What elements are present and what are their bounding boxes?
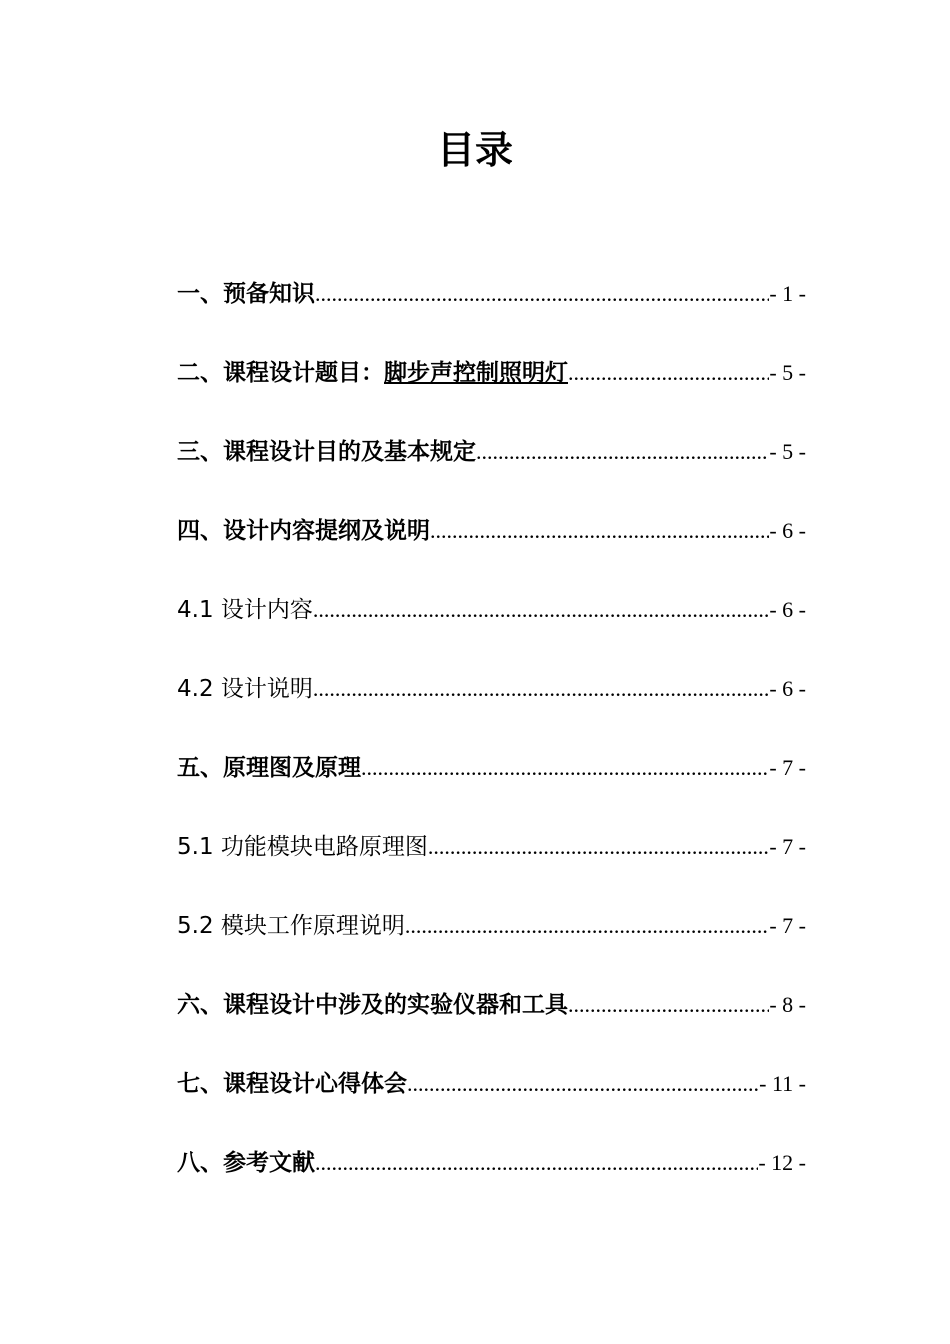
toc-page-number: - 7 - — [769, 834, 806, 859]
toc-page-number: - 8 - — [769, 992, 806, 1017]
toc-page-number: - 5 - — [769, 439, 806, 464]
toc-dot-leader — [313, 582, 769, 638]
toc-entry-label-topic: 脚步声控制照明灯 — [384, 360, 568, 386]
page-title: 目录 — [436, 128, 513, 172]
toc-entry-label — [177, 345, 568, 401]
toc-entry[interactable] — [177, 582, 806, 661]
toc-dot-leader — [405, 898, 769, 954]
toc-entry-label: 一、预备知识 — [177, 281, 315, 307]
toc-dot-leader — [361, 740, 769, 796]
toc-entry[interactable] — [177, 1135, 806, 1214]
toc-entry-label: 八、参考文献 — [177, 1150, 315, 1176]
toc-dot-leader — [430, 503, 769, 559]
toc-entry-label: 5.1 功能模块电路原理图 — [177, 834, 428, 860]
toc-entry[interactable] — [177, 898, 806, 977]
toc-dot-leader — [568, 977, 769, 1033]
toc-entry[interactable] — [177, 503, 806, 582]
toc-entry-label: 五、原理图及原理 — [177, 755, 361, 781]
toc-dot-leader — [428, 819, 769, 875]
toc-page-number: - 6 - — [769, 676, 806, 701]
toc-entry-label: 七、课程设计心得体会 — [177, 1071, 407, 1097]
toc-page-number: - 7 - — [769, 755, 806, 780]
toc-entry-label: 三、课程设计目的及基本规定 — [177, 439, 476, 465]
toc-dot-leader — [315, 1135, 758, 1191]
toc-entry-label: 四、设计内容提纲及说明 — [177, 518, 430, 544]
toc-dot-leader — [313, 661, 769, 717]
toc-entry-label: 4.1 设计内容 — [177, 597, 313, 623]
toc-dot-leader — [476, 424, 769, 480]
toc-dot-leader — [407, 1056, 759, 1112]
toc-entry-label: 六、课程设计中涉及的实验仪器和工具 — [177, 992, 568, 1018]
toc-entry[interactable] — [177, 661, 806, 740]
toc-entry-label: 5.2 模块工作原理说明 — [177, 913, 405, 939]
toc-page-number: - 5 - — [769, 360, 806, 385]
toc-page-number: - 1 - — [769, 281, 806, 306]
toc-dot-leader — [315, 266, 769, 322]
toc-entry[interactable] — [177, 424, 806, 503]
toc-page-number: - 12 - — [758, 1150, 806, 1175]
toc-entry[interactable] — [177, 345, 806, 424]
toc-entry[interactable] — [177, 1056, 806, 1135]
toc-dot-leader — [568, 345, 769, 401]
toc-entry[interactable] — [177, 266, 806, 345]
table-of-contents — [177, 266, 806, 1214]
toc-entry[interactable] — [177, 977, 806, 1056]
toc-page-number: - 6 - — [769, 518, 806, 543]
toc-entry[interactable] — [177, 819, 806, 898]
toc-page-number: - 6 - — [769, 597, 806, 622]
toc-entry-label: 4.2 设计说明 — [177, 676, 313, 702]
toc-page-number: - 11 - — [759, 1071, 806, 1096]
toc-entry-label-prefix: 二、课程设计题目： — [177, 360, 384, 386]
toc-entry[interactable] — [177, 740, 806, 819]
toc-page-number: - 7 - — [769, 913, 806, 938]
